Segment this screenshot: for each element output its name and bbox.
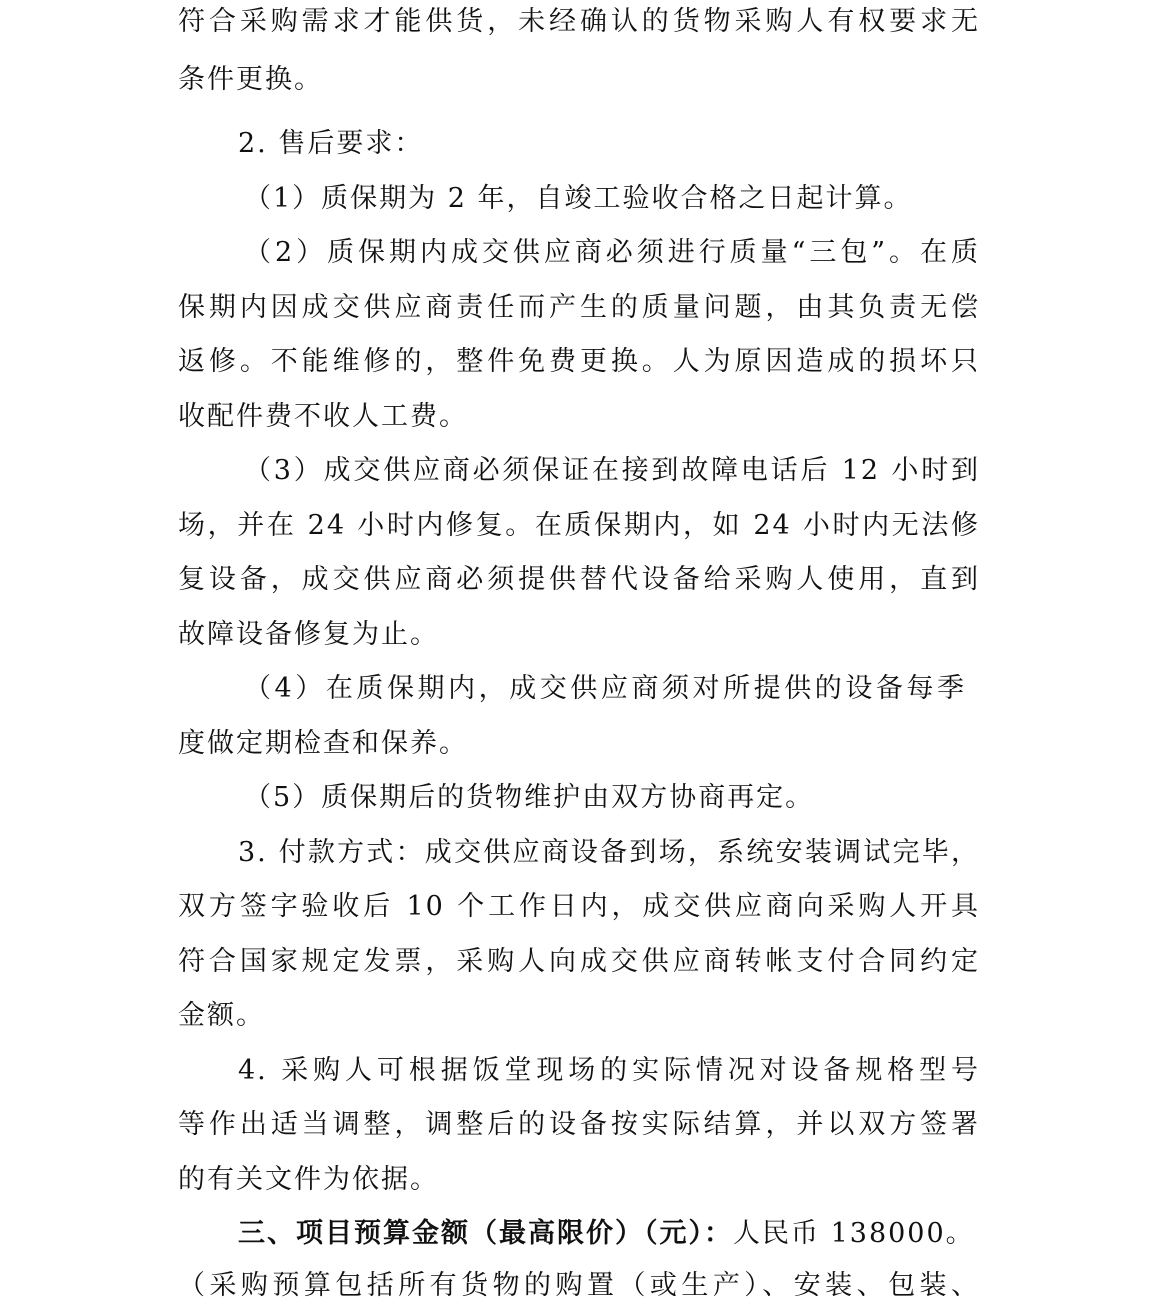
paragraph-line: 金额。 <box>178 1000 265 1031</box>
list-item: （4）在质保期内，成交供应商须对所提供的设备每季 <box>244 673 966 704</box>
paragraph-line: 保期内因成交供应商责任而产生的质量问题，由其负责无偿 <box>178 292 980 323</box>
list-item: （1）质保期为 2 年，自竣工验收合格之日起计算。 <box>244 183 913 214</box>
paragraph-line: 度做定期检查和保养。 <box>178 728 468 759</box>
section-heading-after-sales: 2. 售后要求： <box>238 128 424 159</box>
budget-heading-label: 三、项目预算金额（最高限价）（元）： <box>238 1218 733 1249</box>
budget-heading <box>238 1214 980 1254</box>
section-payment: 3. 付款方式：成交供应商设备到场，系统安装调试完毕， <box>238 837 980 868</box>
paragraph-line: 双方签字验收后 10 个工作日内，成交供应商向采购人开具 <box>178 891 980 922</box>
list-item: （5）质保期后的货物维护由双方协商再定。 <box>244 782 815 813</box>
budget-amount: 人民币 138000。 <box>733 1218 975 1249</box>
paragraph-line: 符合国家规定发票，采购人向成交供应商转帐支付合同约定 <box>178 946 980 977</box>
paragraph-line: 场，并在 24 小时内修复。在质保期内，如 24 小时内无法修 <box>178 510 980 541</box>
paragraph-line: 复设备，成交供应商必须提供替代设备给采购人使用，直到 <box>178 564 980 595</box>
paragraph-line: 返修。不能维修的，整件免费更换。人为原因造成的损坏只 <box>178 346 980 377</box>
paragraph-line: 的有关文件为依据。 <box>178 1164 439 1195</box>
paragraph-line: 等作出适当调整，调整后的设备按实际结算，并以双方签署 <box>178 1109 980 1140</box>
paragraph-line: 符合采购需求才能供货，未经确认的货物采购人有权要求无 <box>178 6 980 37</box>
list-item: （2）质保期内成交供应商必须进行质量“三包”。在质 <box>244 237 980 268</box>
list-item: （3）成交供应商必须保证在接到故障电话后 12 小时到 <box>244 455 980 486</box>
paragraph-line: （采购预算包括所有货物的购置（或生产）、安装、包装、 <box>178 1270 980 1301</box>
paragraph-line: 收配件费不收人工费。 <box>178 401 468 432</box>
section-adjustment: 4. 采购人可根据饭堂现场的实际情况对设备规格型号 <box>238 1055 980 1086</box>
paragraph-line: 条件更换。 <box>178 64 323 95</box>
paragraph-line: 故障设备修复为止。 <box>178 619 439 650</box>
